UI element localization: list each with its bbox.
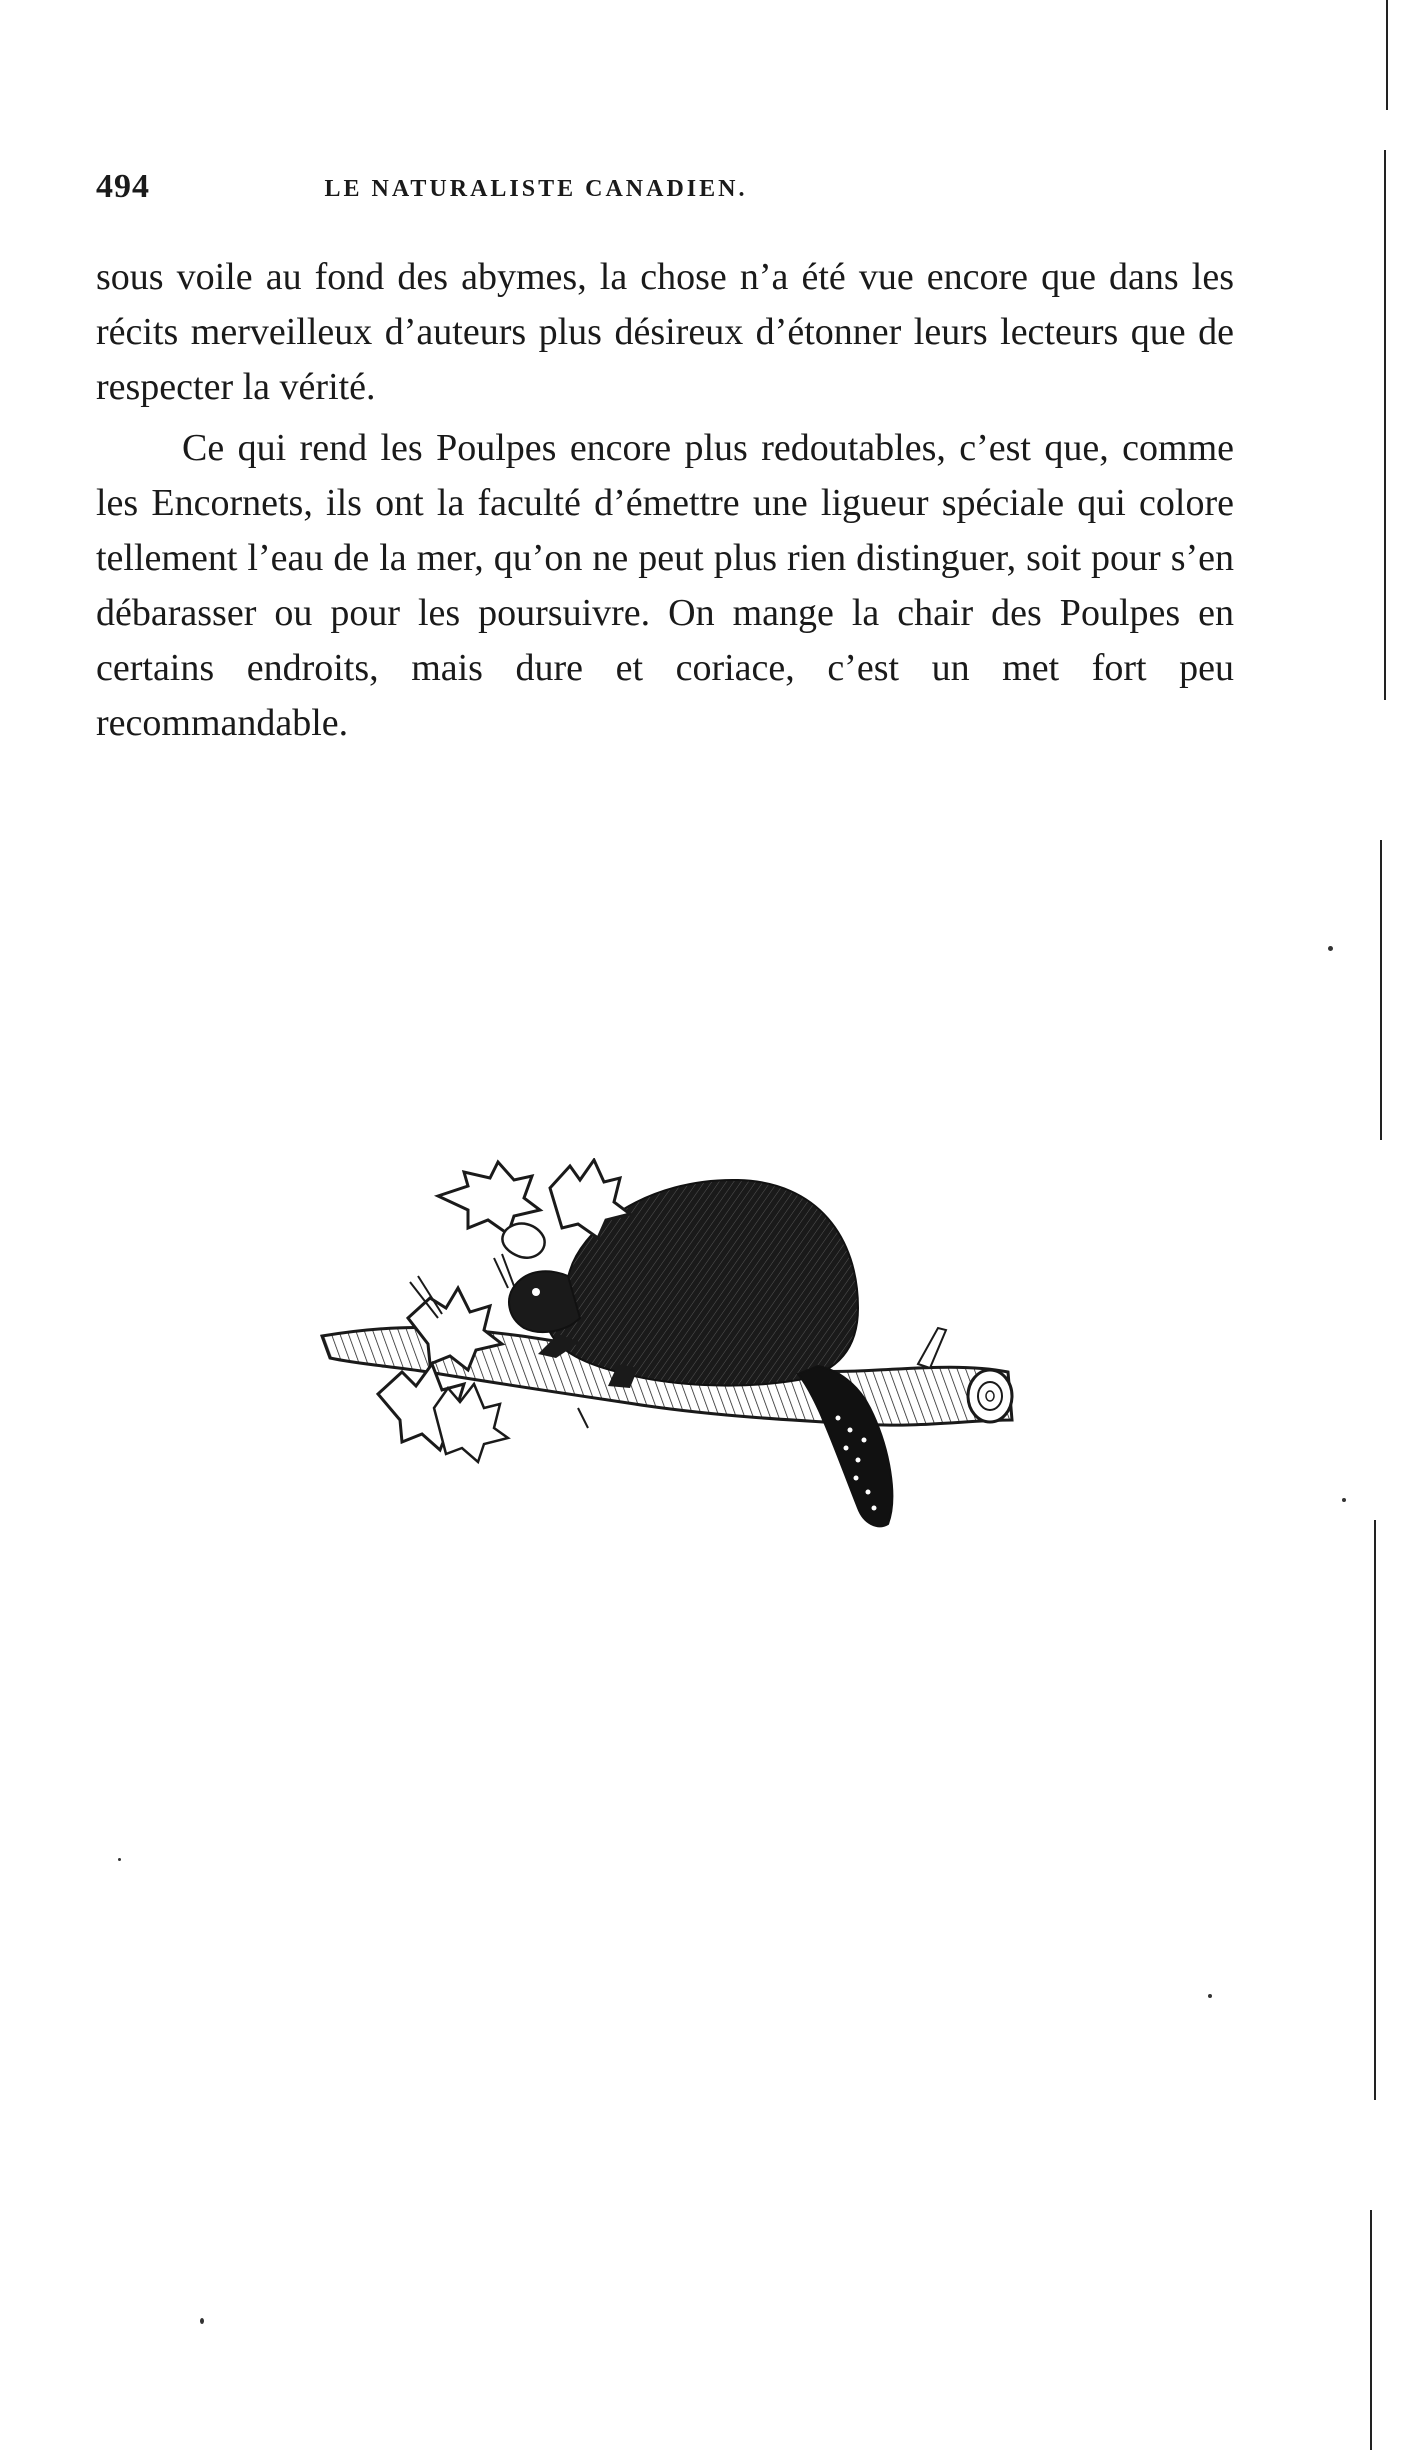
margin-scan-line xyxy=(1370,2210,1372,2450)
body-text xyxy=(96,250,1234,751)
paragraph-continued: sous voile au fond des abymes, la chose n’a été vue encore que dans les récits merveilleux d’auteurs plus désireux d’étonner leurs lecteurs que de respecter la vérité. xyxy=(96,256,1234,408)
paragraph-poulpes: Ce qui rend les Poulpes encore plus redoutables, c’est que, comme les Encornets, ils ont la faculté d’émettre une ligueur spéciale qui colore tellement l’eau de la mer, qu’on ne peut plus rien distinguer, soit pour s’en débarasser ou pour les poursuivre. On mange la chair des Poulpes en certains endroits, mais dure et coriace, c’est un met fort peu recommandable. xyxy=(96,427,1234,744)
page-number: 494 xyxy=(96,168,150,205)
margin-scan-line xyxy=(1386,0,1388,110)
margin-scan-line xyxy=(1380,840,1382,1140)
beaver-on-branch-with-maple-leaves-icon xyxy=(318,1158,1018,1538)
scan-speck xyxy=(118,1858,121,1861)
scan-speck xyxy=(1342,1498,1346,1502)
scan-speck xyxy=(1328,946,1333,951)
margin-scan-line xyxy=(1384,150,1386,700)
running-title: LE NATURALISTE CANADIEN. xyxy=(324,176,748,202)
scan-speck xyxy=(1208,1994,1212,1998)
scan-speck xyxy=(200,2318,204,2324)
margin-scan-line xyxy=(1374,1520,1376,2100)
running-header xyxy=(96,168,916,208)
